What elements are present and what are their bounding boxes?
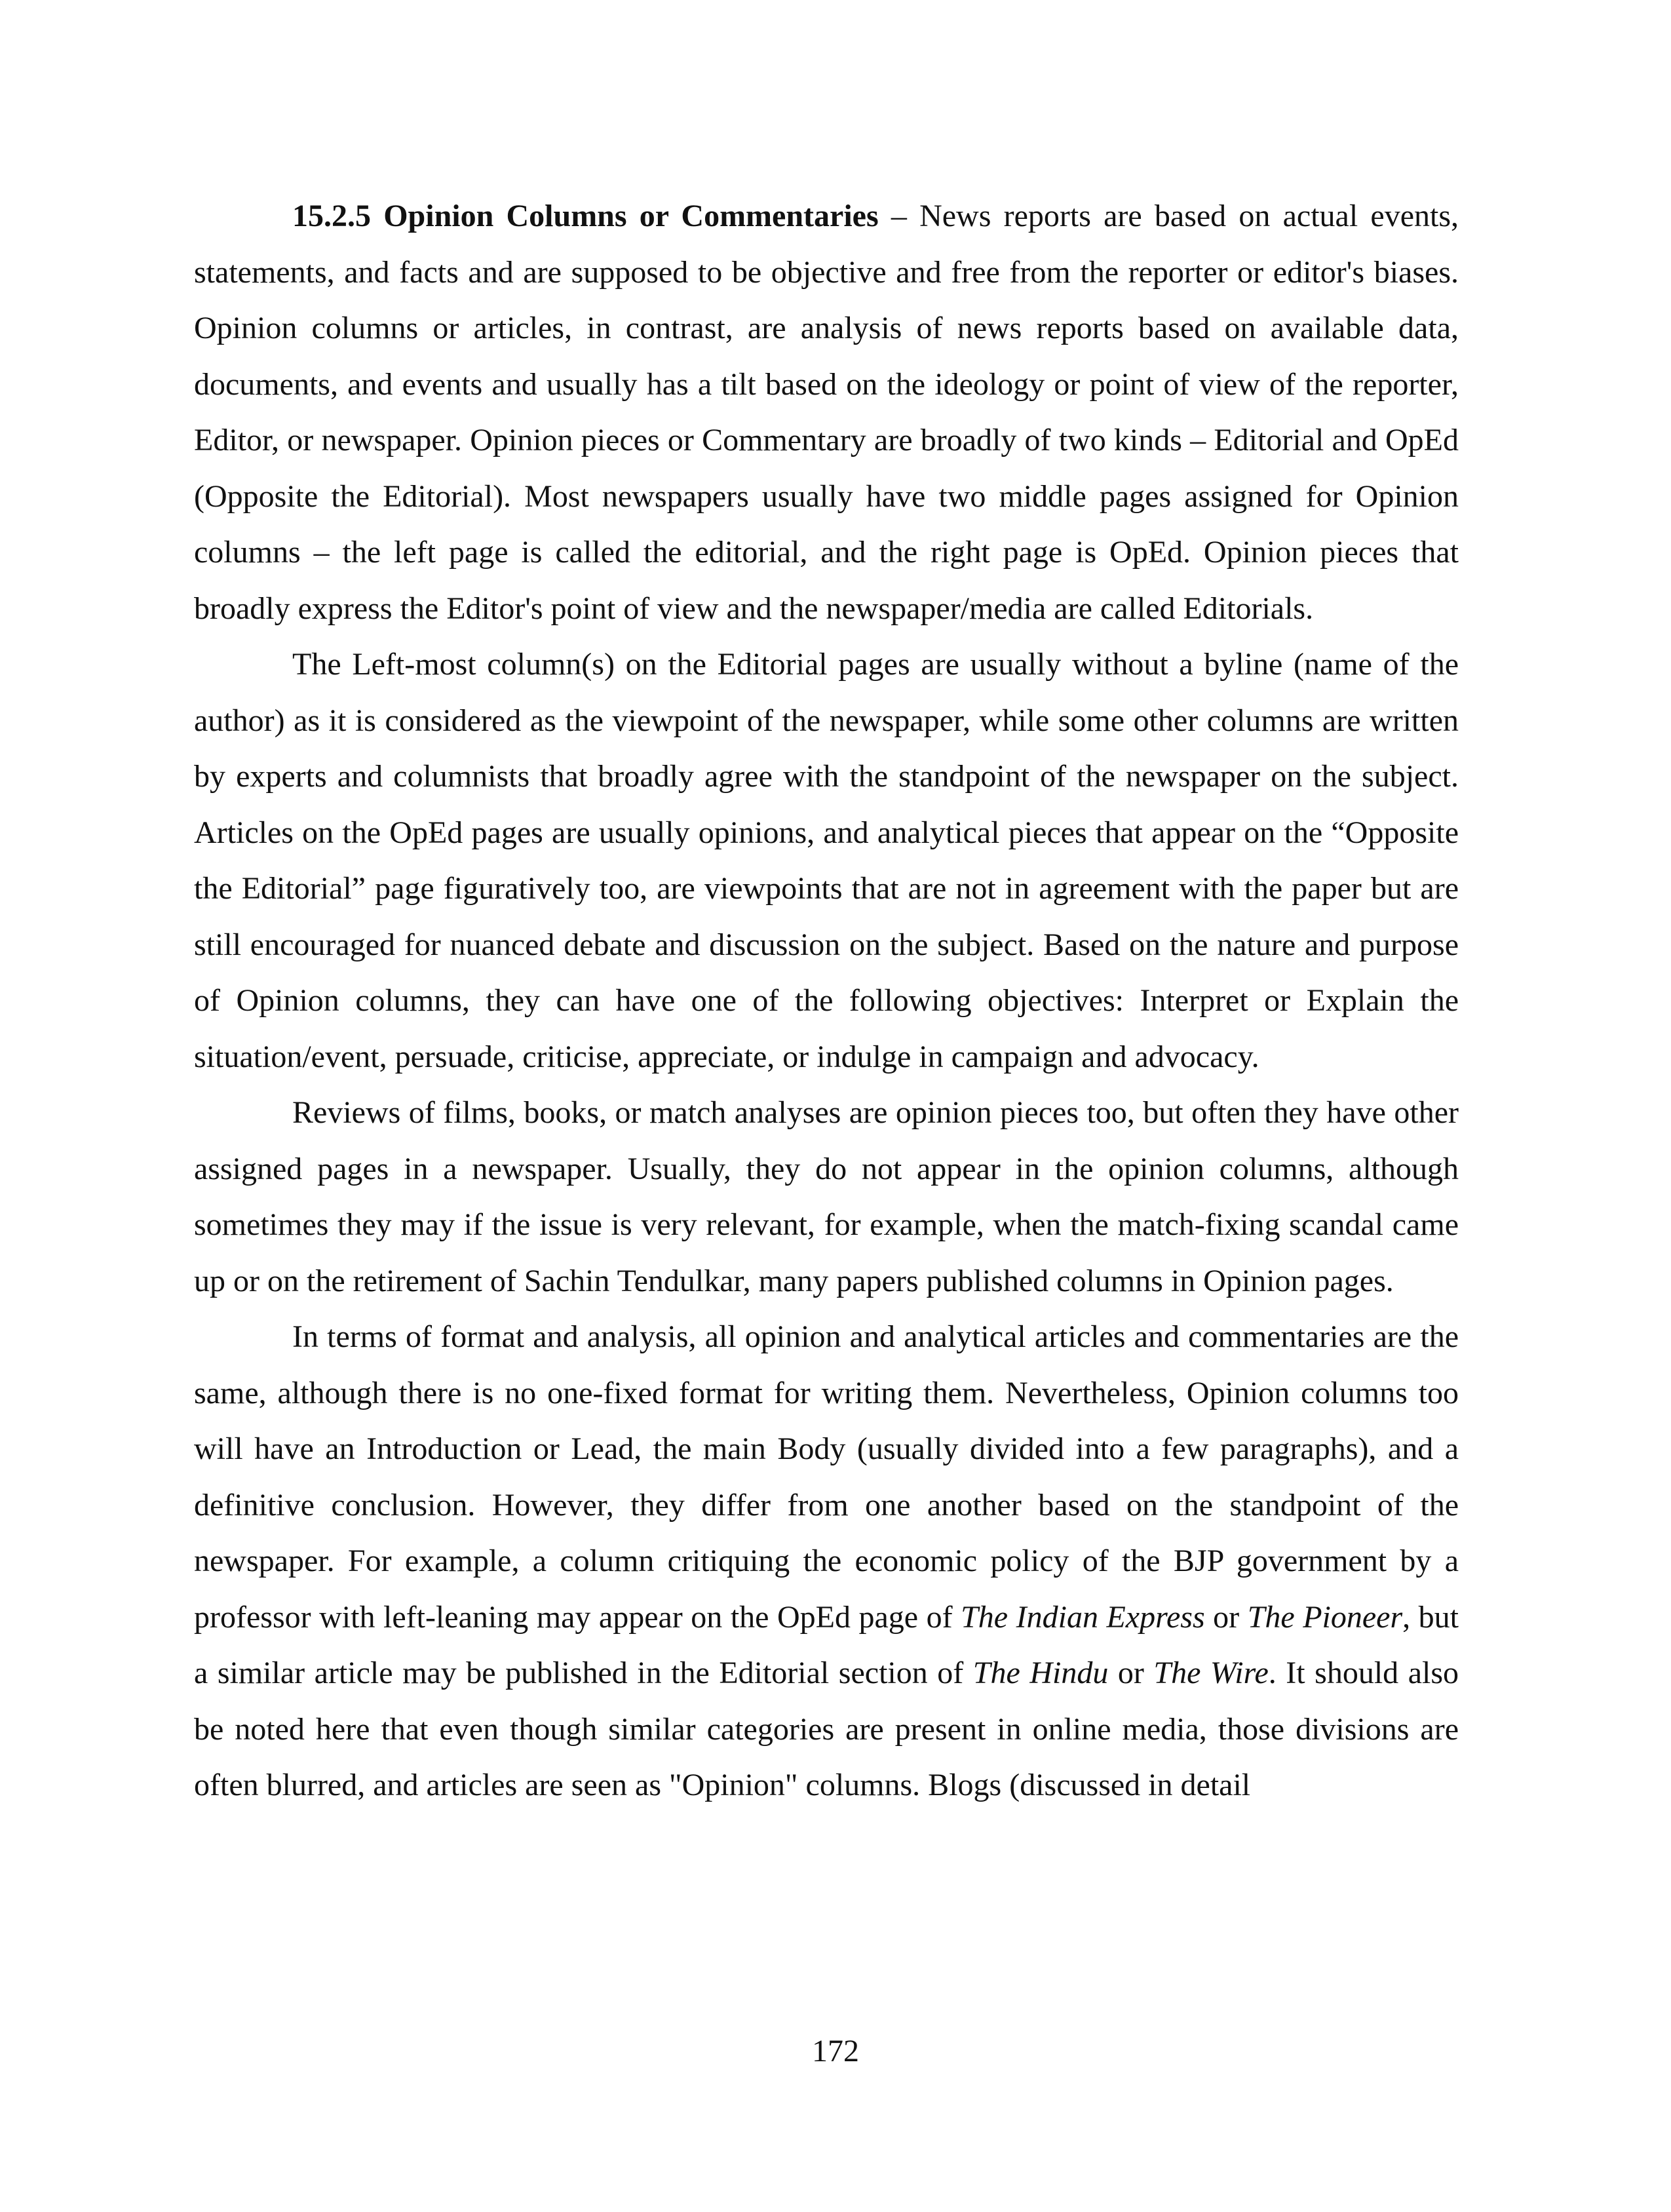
heading-dash: – xyxy=(878,199,920,233)
page-number: 172 xyxy=(812,2034,859,2068)
paragraph-text: , but a similar article may be published in the Editorial section of xyxy=(194,1599,1459,1690)
conjunction-text: or xyxy=(1108,1656,1154,1690)
paragraph-text: News reports are based on actual events, statements, and facts and are supposed to be objective and free from the reporter or editor's biases. Opinion columns or articles, in contrast, are analysis of news reports based on available data, documents, and events and usually has a tilt based on the ideology or point of view of the reporter, Editor, or newspaper. Opinion pieces or Commentary are broadly of two kinds – Editorial and OpEd (Opposite the Editorial). Most newspapers usually have two middle pages assigned for Opinion columns – the left page is called the editorial, and the right page is OpEd. Opinion pieces that broadly express the Editor's point of view and the newspaper/media are called Editorials. xyxy=(194,199,1459,626)
body-text xyxy=(194,188,1459,1814)
paragraph-opinion-columns-intro xyxy=(194,188,1459,636)
newspaper-name: The Hindu xyxy=(972,1656,1109,1690)
section-heading: 15.2.5 Opinion Columns or Commentaries xyxy=(292,199,879,233)
newspaper-name: The Indian Express xyxy=(961,1599,1205,1635)
paragraph-editorial-pages: The Left-most column(s) on the Editorial pages are usually without a byline (name of the author) as it is considered as the viewpoint of the newspaper, while some other columns are written by experts and columnists that broadly agree with the standpoint of the newspaper on the subject. Articles on the OpEd pages are usually opinions, and analytical pieces that appear on the “Opposite the Editorial” page figuratively too, are viewpoints that are not in agreement with the paper but are still encouraged for nuanced debate and discussion on the subject. Based on the nature and purpose of Opinion columns, they can have one of the following objectives: Interpret or Explain the situation/event, persuade, criticise, appreciate, or indulge in campaign and advocacy. xyxy=(194,647,1459,1074)
paragraph-reviews: Reviews of films, books, or match analyses are opinion pieces too, but often they have other assigned pages in a newspaper. Usually, they do not appear in the opinion columns, although sometimes they may if the issue is very relevant, for example, when the match-fixing scandal came up or on the retirement of Sachin Tendulkar, many papers published columns in Opinion pages. xyxy=(194,1095,1459,1298)
newspaper-name: The Pioneer xyxy=(1247,1599,1403,1635)
paragraph-format-analysis xyxy=(194,1309,1459,1814)
paragraph-text: In terms of format and analysis, all opinion and analytical articles and commentaries are the same, although there is no one-fixed format for writing them. Nevertheless, Opinion columns too will have an Introduction or Lead, the main Body (usually divided into a few paragraphs), and a definitive conclusion. However, they differ from one another based on the standpoint of the newspaper. For example, a column critiquing the economic policy of the BJP government by a professor with left-leaning may appear on the OpEd page of xyxy=(194,1319,1459,1635)
paragraph-text: . It should also be noted here that even though similar categories are present in online media, those divisions are often blurred, and articles are seen as "Opinion" columns. Blogs (discussed in detail xyxy=(194,1656,1459,1802)
conjunction-text: or xyxy=(1204,1599,1248,1635)
newspaper-name: The Wire xyxy=(1153,1656,1269,1690)
